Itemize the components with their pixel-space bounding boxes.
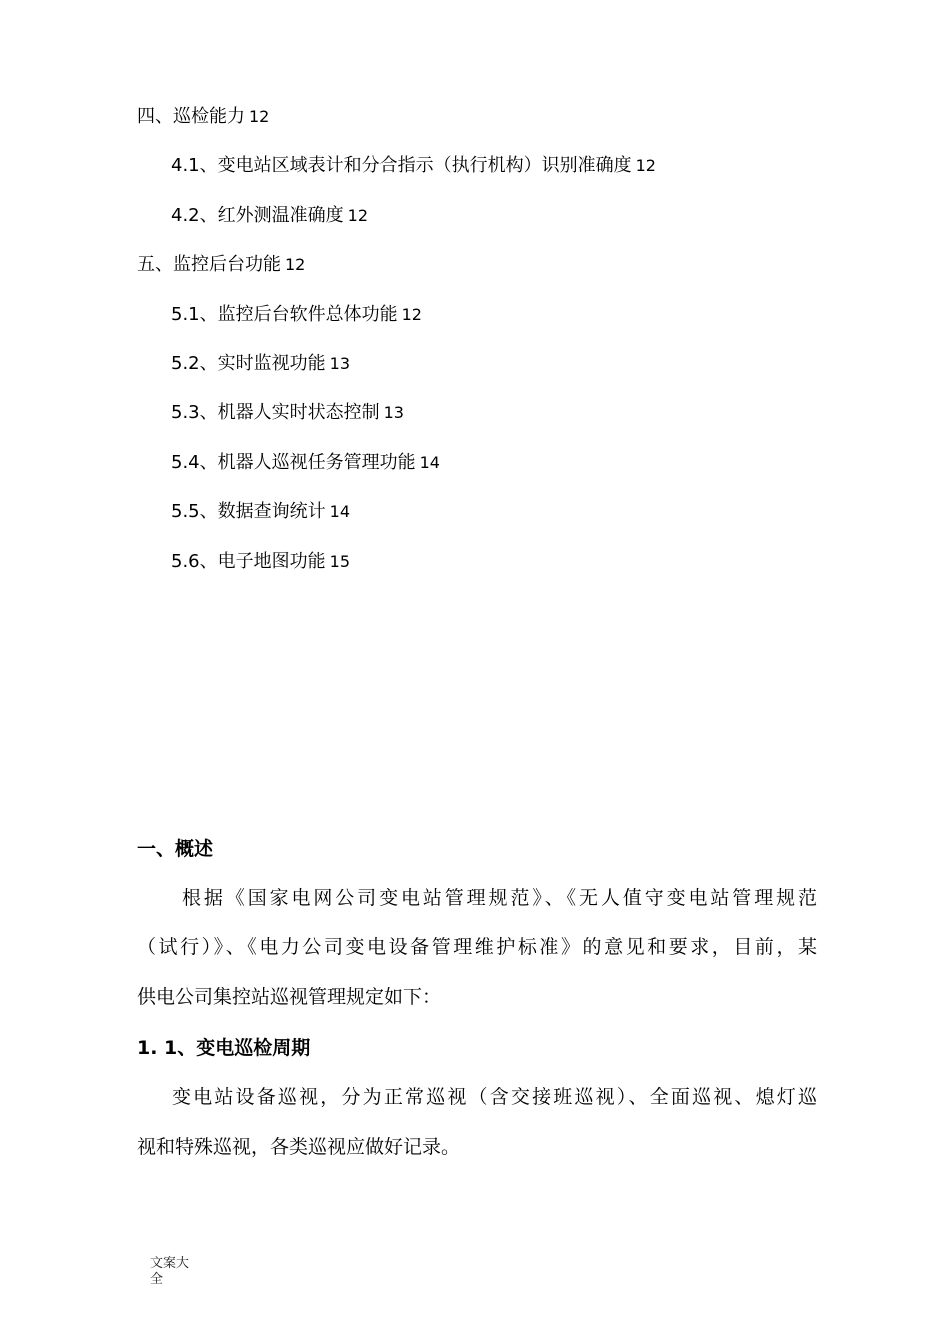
toc-entry-page: 14 — [329, 502, 350, 521]
toc-entry[interactable] — [137, 105, 269, 129]
toc-entry[interactable] — [137, 253, 305, 277]
toc-entry[interactable] — [171, 154, 656, 178]
paragraph-line: 视和特殊巡视，各类巡视应做好记录。 — [137, 1136, 461, 1158]
toc-entry-page: 14 — [419, 453, 440, 472]
toc-entry-label: 5.5、数据查询统计 — [171, 501, 326, 522]
toc-entry-label: 5.1、监控后台软件总体功能 — [171, 304, 398, 325]
toc-entry-label: 5.6、电子地图功能 — [171, 551, 326, 572]
toc-entry-page: 12 — [635, 156, 656, 175]
toc-entry-label: 四、巡检能力 — [137, 106, 245, 127]
paragraph-line: 变电站设备巡视，分为正常巡视（含交接班巡视）、全面巡视、熄灯巡 — [172, 1086, 817, 1108]
paragraph-line: （试行）》、《电力公司变电设备管理维护标准》的意见和要求，目前，某 — [137, 936, 817, 958]
paragraph-line: 根据《国家电网公司变电站管理规范》、《无人值守变电站管理规范 — [182, 887, 817, 909]
toc-entry-label: 4.1、变电站区域表计和分合指示（执行机构）识别准确度 — [171, 155, 632, 176]
toc-entry-page: 13 — [383, 403, 404, 422]
toc-entry[interactable] — [171, 204, 368, 228]
toc-entry[interactable] — [171, 401, 404, 425]
page-footer: 文案大全 — [150, 1256, 190, 1287]
toc-entry[interactable] — [171, 500, 350, 524]
toc-entry-page: 12 — [347, 206, 368, 225]
toc-entry-page: 12 — [249, 107, 270, 126]
paragraph-line: 供电公司集控站巡视管理规定如下： — [137, 986, 442, 1008]
toc-entry[interactable] — [171, 451, 440, 475]
toc-entry-page: 12 — [401, 305, 422, 324]
toc-entry-label: 五、监控后台功能 — [137, 254, 281, 275]
toc-entry-label: 4.2、红外测温准确度 — [171, 205, 344, 226]
subsection-heading: 1. 1、变电巡检周期 — [137, 1037, 311, 1059]
toc-entry[interactable] — [171, 352, 350, 376]
section-heading: 一、概述 — [137, 838, 214, 860]
toc-entry-label: 5.4、机器人巡视任务管理功能 — [171, 452, 416, 473]
toc-entry-label: 5.2、实时监视功能 — [171, 353, 326, 374]
toc-entry-page: 13 — [329, 354, 350, 373]
toc-entry[interactable] — [171, 550, 350, 574]
toc-entry[interactable] — [171, 303, 422, 327]
toc-entry-page: 15 — [329, 552, 350, 571]
toc-entry-page: 12 — [285, 255, 306, 274]
toc-entry-label: 5.3、机器人实时状态控制 — [171, 402, 380, 423]
